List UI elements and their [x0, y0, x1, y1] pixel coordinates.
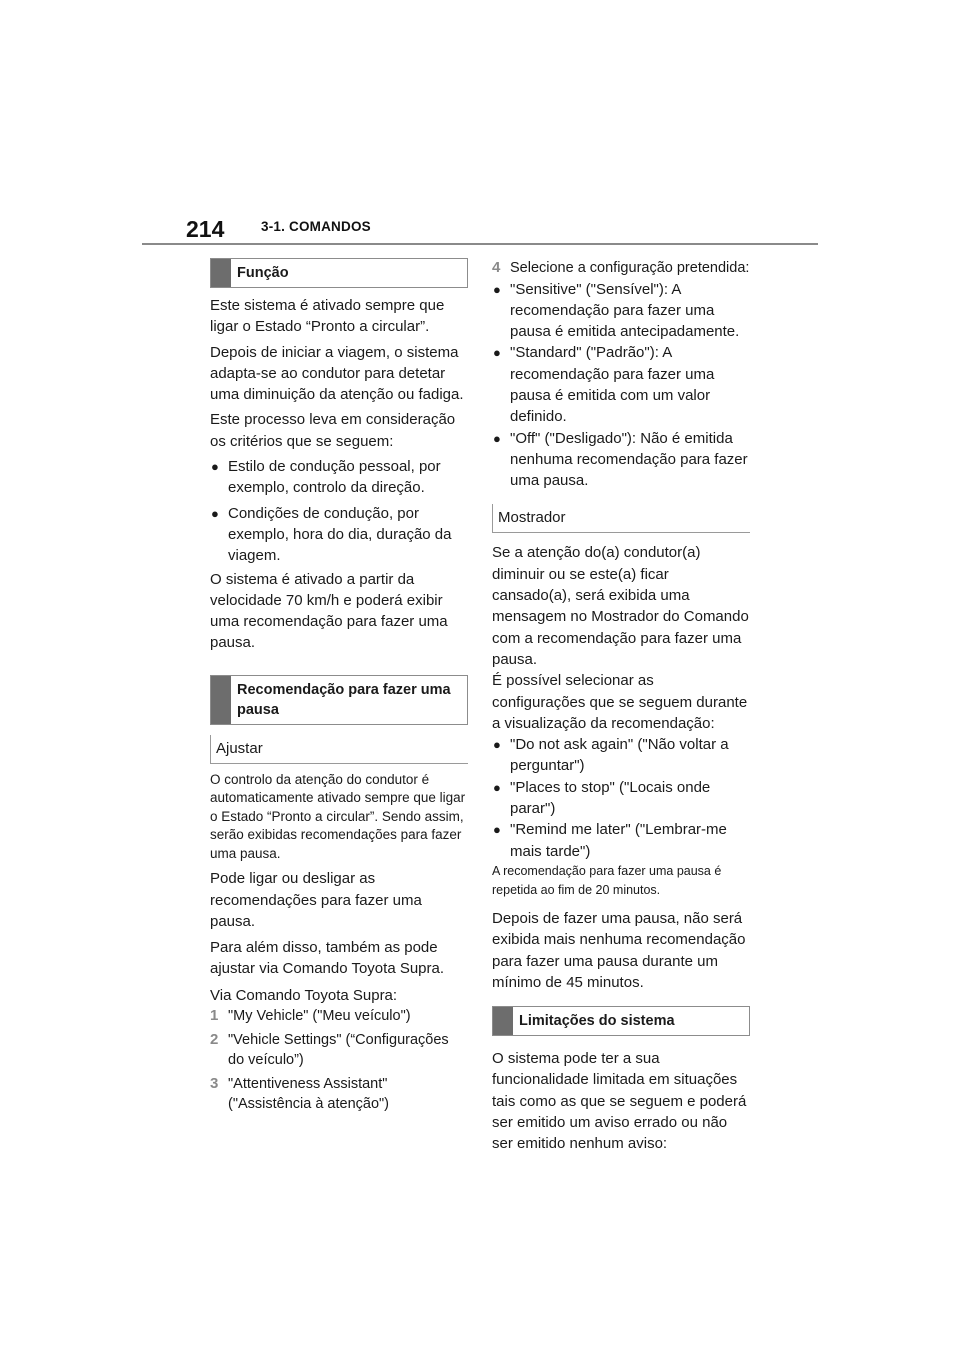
page-number: 214 [186, 216, 225, 242]
paragraph: Depois de fazer uma pausa, não será exibida mais nenhuma recomendação para fazer uma pausa durante um mínimo de 45 minutos. [492, 909, 746, 991]
step-number: 4 [492, 259, 501, 276]
heading-recomendacao: Recomendação para fazer uma pausa [210, 675, 468, 725]
list-item: ● "Places to stop" ("Locais onde parar") [492, 777, 750, 820]
header-divider [142, 243, 818, 245]
paragraph: É possível selecionar as configurações que se seguem durante a visualização da recomendação: [492, 672, 748, 732]
step-text: "My Vehicle" ("Meu veículo") [228, 1008, 411, 1025]
paragraph: Depois de iniciar a viagem, o sistema adapta-se ao condutor para detetar uma diminuição da atenção ou fadiga. [210, 343, 464, 404]
step-item [492, 258, 750, 279]
step-number: 1 [210, 1007, 219, 1025]
heading-ajustar: Ajustar [210, 735, 468, 764]
paragraph: O sistema é ativado a partir da velocidade 70 km/h e poderá exibir uma recomendação para fazer uma pausa. [210, 570, 448, 652]
step-item [210, 1074, 468, 1115]
section-title: 3-1. COMANDOS [261, 219, 371, 234]
list-item: ● "Sensitive" ("Sensível"): A recomendação para fazer uma pausa é emitida antecipadamente. [492, 279, 750, 343]
step-number: 2 [210, 1030, 219, 1048]
step-text: Selecione a configuração pretendida: [510, 260, 750, 276]
page-header [0, 0, 960, 250]
list-item: ● "Standard" ("Padrão"): A recomendação para fazer uma pausa é emitida com um valor definido. [492, 342, 750, 427]
paragraph: Se a atenção do(a) condutor(a) diminuir ou se este(a) ficar cansado(a), será exibida uma mensagem no Mostrador do Comando com a recomendação para fazer uma pausa. [492, 544, 749, 668]
paragraph: Via Comando Toyota Supra: [210, 986, 398, 1004]
list-item: ● "Off" ("Desligado"): Não é emitida nenhuma recomendação para fazer uma pausa. [492, 428, 750, 492]
left-column [210, 258, 468, 1115]
paragraph: Este processo leva em consideração os critérios que se seguem: [210, 411, 456, 450]
list-item: ● "Remind me later" ("Lembrar-me mais tarde") [492, 819, 750, 862]
step-number: 3 [210, 1074, 219, 1092]
heading-limitacoes: Limitações do sistema [492, 1006, 750, 1036]
step-item [210, 1030, 468, 1071]
paragraph: Este sistema é ativado sempre que ligar o Estado “Pronto a circular”. [210, 297, 445, 336]
list-item: ● "Do not ask again" ("Não voltar a perguntar") [492, 734, 750, 777]
list-item: ● Estilo de condução pessoal, por exemplo, controlo da direção. [210, 456, 468, 499]
list-item: ● Condições de condução, por exemplo, hora do dia, duração da viagem. [210, 503, 468, 567]
heading-funcao: Função [210, 258, 468, 288]
paragraph: O controlo da atenção do condutor é automaticamente ativado sempre que ligar o Estado “Pronto a circular”. Sendo assim, serão exibidas recomendações para fazer uma pausa. [210, 771, 466, 861]
step-item [210, 1006, 468, 1027]
paragraph: A recomendação para fazer uma pausa é repetida ao fim de 20 minutos. [492, 863, 722, 897]
step-text: "Attentiveness Assistant" ("Assistência à atenção") [228, 1075, 390, 1113]
step-text: "Vehicle Settings" (“Configurações do veículo”) [228, 1031, 449, 1069]
heading-mostrador: Mostrador [492, 504, 750, 533]
paragraph: Para além disso, também as pode ajustar via Comando Toyota Supra. [210, 939, 445, 978]
paragraph: Pode ligar ou desligar as recomendações para fazer uma pausa. [210, 870, 422, 930]
right-column [492, 258, 750, 1155]
paragraph: O sistema pode ter a sua funcionalidade limitada em situações tais como as que se seguem e poderá ser emitido um aviso errado ou não ser emitido nenhum aviso: [492, 1050, 747, 1153]
